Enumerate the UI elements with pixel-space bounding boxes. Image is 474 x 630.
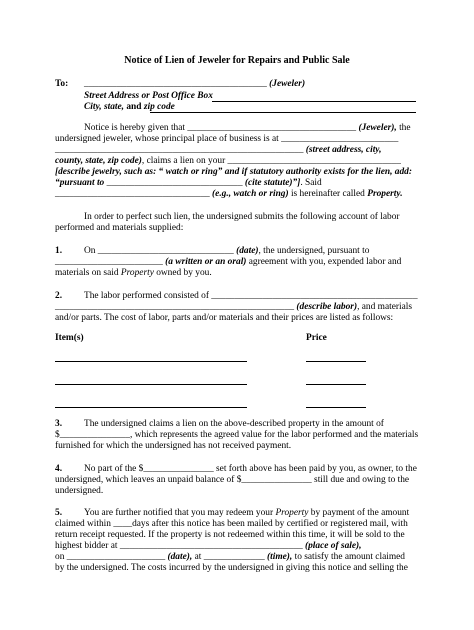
blank: _______________________________________ <box>84 79 267 89</box>
section-4-line-3: undersigned. <box>55 486 104 496</box>
text: , the undersigned, pursuant to <box>258 246 370 256</box>
property-label: Property <box>120 268 154 278</box>
intro-line-1: In order to perfect such lien, the undersigned submits the following account of labor <box>84 212 400 222</box>
document-title: Notice of Lien of Jeweler for Repairs and Public Sale <box>124 55 350 66</box>
notice-line-5: [describe jewelry, such as: “ watch or ring” and if statutory authority exists for the lien, add: <box>55 167 412 177</box>
item-label: (e.g., watch or ring) <box>212 189 289 199</box>
text: materials on said <box>55 268 121 278</box>
items-header: Item(s) <box>55 333 84 343</box>
section-3-line-1: The undersigned claims a lien on the above-described property in the amount of <box>84 419 384 429</box>
notice-line-7 <box>55 189 403 200</box>
notice-line-3 <box>55 145 381 156</box>
blank: on _____________________ <box>55 552 168 562</box>
price-line-1 <box>306 361 366 362</box>
section-2-number: 2. <box>55 291 63 301</box>
price-line-3 <box>306 407 366 408</box>
section-5-line-4 <box>55 541 362 552</box>
text: . Said <box>300 178 322 188</box>
notice-line-4 <box>55 156 401 167</box>
section-1-line-2 <box>55 257 401 268</box>
item-line-2 <box>55 384 247 385</box>
to-jeweler-line <box>84 79 305 90</box>
text: the <box>396 123 411 133</box>
section-3-number: 3. <box>55 419 63 429</box>
notice-line-2: undersigned jeweler, whose principal place of business is at _________________________ <box>55 134 399 144</box>
section-5-number: 5. <box>55 508 63 518</box>
city-state: City, state, <box>84 102 125 112</box>
price-line-2 <box>306 384 366 385</box>
time-label: (time), <box>266 552 293 562</box>
statute-label: (cite statute)”] <box>244 178 301 188</box>
and: and <box>124 102 144 112</box>
agreement-label: (a written or an oral) <box>165 257 247 267</box>
blank: highest bidder at _______________________________________ <box>55 541 305 551</box>
section-5-line-2: claimed within ____days after this notice has been mailed by certified or registered mail, with <box>55 519 408 529</box>
date-label: (date) <box>236 246 259 256</box>
text: by payment of the amount <box>308 508 410 518</box>
blank: _____________________________ <box>104 178 245 188</box>
section-1-number: 1. <box>55 246 63 256</box>
price-header: Price <box>306 333 327 343</box>
text: You are further notified that you may redeem your <box>84 508 276 518</box>
blank: _________________________________ <box>55 189 213 199</box>
section-2-line-3: and/or parts. The cost of labor, parts and/or materials and their prices are listed as follows: <box>55 313 394 323</box>
jeweler-label: (Jeweler), <box>358 123 397 133</box>
text: is hereinafter called <box>288 189 368 199</box>
notice-line-6 <box>55 178 322 189</box>
text: agreement with you, expended labor and <box>246 257 402 267</box>
text: , claims a lien on your _____________________________________ <box>141 156 401 166</box>
blank: _____________________________________________________ <box>55 145 306 155</box>
jeweler-label: (Jeweler) <box>269 79 306 89</box>
item-line-1 <box>55 361 247 362</box>
section-2-line-1: The labor performed consisted of ____________________________________________ <box>84 291 418 301</box>
pursuant-label: “pursuant to <box>55 178 105 188</box>
notice-line-1 <box>84 123 411 134</box>
intro-line-2: performed and materials supplied: <box>55 223 184 233</box>
address-label: (street address, city, <box>305 145 382 155</box>
labor-label: (describe labor) <box>296 302 358 312</box>
section-4-line-2: undersigned, which leaves an unpaid balance of $_______________ still due and owing to the <box>55 475 410 485</box>
section-4-number: 4. <box>55 464 63 474</box>
to-label: To: <box>55 79 69 89</box>
section-3-line-3: furnished for which the undersigned has not received payment. <box>55 441 292 451</box>
blank: _______________________ <box>55 257 166 267</box>
section-3-line-2: $_______________, which represents the agreed value for the labor performed and the materials <box>55 430 419 440</box>
text: , and materials <box>357 302 413 312</box>
date-label: (date), <box>167 552 193 562</box>
section-5-line-1 <box>84 508 409 519</box>
item-line-3 <box>55 407 247 408</box>
section-2-line-2 <box>55 302 412 313</box>
blank: ___________________________________________________ <box>55 302 297 312</box>
place-label: (place of sale), <box>305 541 362 551</box>
text: Notice is hereby given that ____________________________________ <box>84 123 359 133</box>
section-4-line-1: No part of the $_______________ set forth above has been paid by you, as owner, to the <box>84 464 417 474</box>
property-label: Property. <box>367 189 403 199</box>
text: owned by you. <box>153 268 212 278</box>
text: to satisfy the amount claimed <box>292 552 405 562</box>
section-5-line-5 <box>55 552 405 563</box>
text: On _____________________________ <box>84 246 237 256</box>
county-label: county, state, zip code) <box>55 156 142 166</box>
section-5-line-3: return receipt requested. If the property is not redeemed within this time, it will be sold to the <box>55 530 405 540</box>
zip: zip code <box>143 102 175 112</box>
street-blank-rule <box>212 101 416 102</box>
blank: at _____________ <box>192 552 267 562</box>
city-blank-rule <box>150 112 416 113</box>
section-5-line-6: by the undersigned. The costs incurred by the undersigned in giving this notice and selling the <box>55 563 408 573</box>
section-1-line-1 <box>84 246 369 257</box>
property-label: Property <box>275 508 309 518</box>
to-street-label: Street Address or Post Office Box <box>84 91 213 101</box>
section-1-line-3 <box>55 268 212 279</box>
